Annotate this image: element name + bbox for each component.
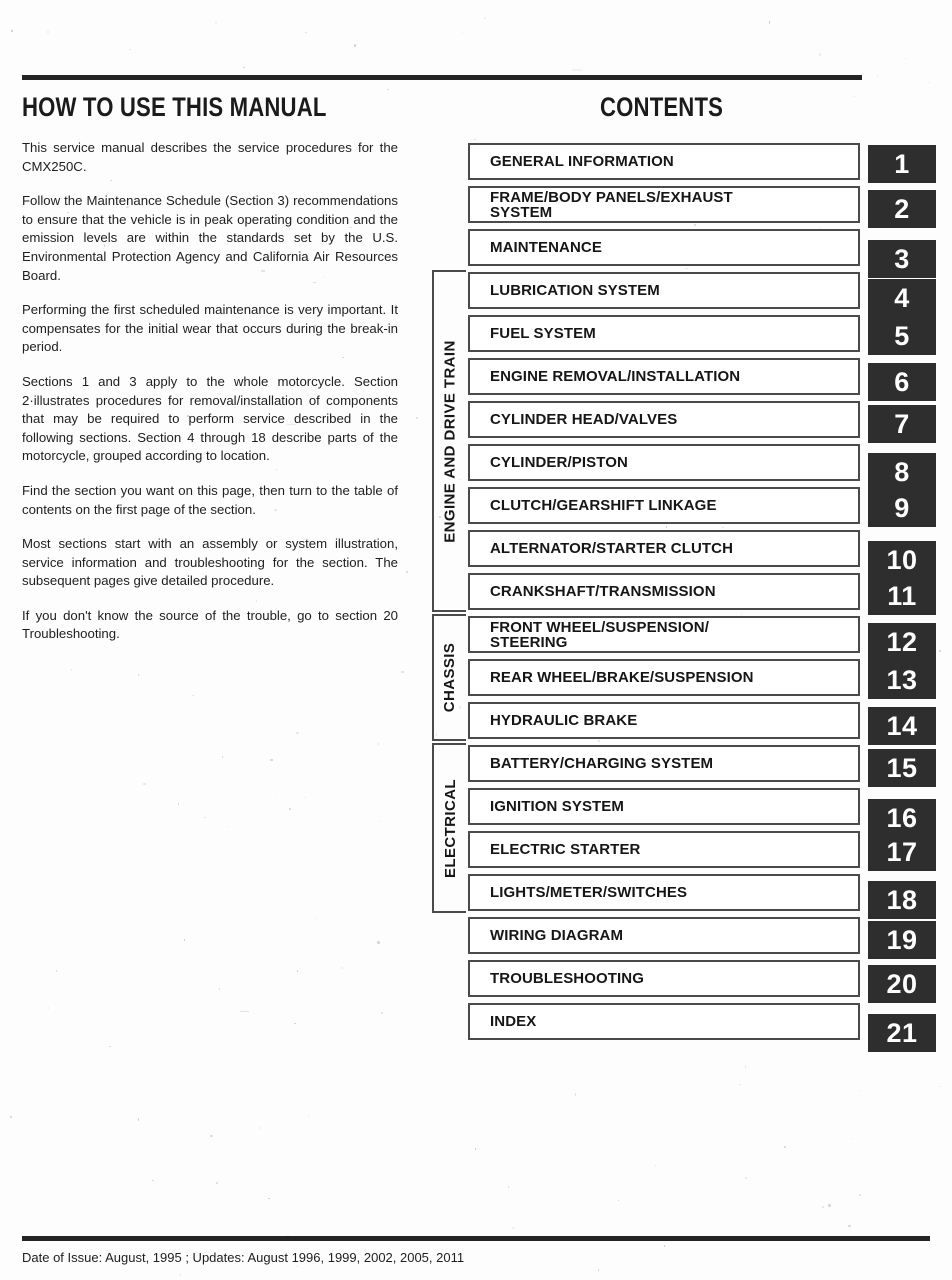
footer-date-of-issue: Date of Issue: August, 1995 ; Updates: August 1996, 1999, 2002, 2005, 2011 xyxy=(22,1250,465,1265)
page-title-contents: CONTENTS xyxy=(600,92,724,122)
contents-row[interactable] xyxy=(432,1003,932,1048)
contents-row-label-box[interactable] xyxy=(468,917,860,954)
contents-group-label: ENGINE AND DRIVE TRAIN xyxy=(441,339,459,543)
contents-row-label: CYLINDER/PISTON xyxy=(490,453,628,471)
contents-group-bracket xyxy=(432,614,466,741)
contents-row[interactable] xyxy=(432,229,932,274)
contents-row-label-box[interactable] xyxy=(468,229,860,266)
contents-row-label xyxy=(490,190,733,220)
contents-row-number-tab[interactable]: 12 xyxy=(868,623,936,661)
contents-row-label: GENERAL INFORMATION xyxy=(490,152,674,170)
contents-row-label-line2: STEERING xyxy=(490,633,568,651)
contents-row-label: CRANKSHAFT/TRANSMISSION xyxy=(490,582,716,600)
contents-row[interactable] xyxy=(432,530,932,575)
contents-row-number-tab[interactable]: 2 xyxy=(868,190,936,228)
contents-row-number-tab[interactable]: 13 xyxy=(868,661,936,699)
contents-row-number-tab[interactable]: 15 xyxy=(868,749,936,787)
contents-row-number-tab[interactable]: 19 xyxy=(868,921,936,959)
contents-row-number-tab[interactable]: 14 xyxy=(868,707,936,745)
contents-table xyxy=(432,143,932,1046)
contents-row-number-tab[interactable]: 7 xyxy=(868,405,936,443)
contents-row[interactable] xyxy=(432,831,932,868)
contents-row-number-tab[interactable]: 21 xyxy=(868,1014,936,1052)
contents-row[interactable] xyxy=(432,659,932,696)
intro-paragraph-2: Follow the Maintenance Schedule (Section 3) recommendations to ensure that the vehicle is in peak operating condition and the emission levels are within the standards set by the U.S. Environmental Protection Agency and California Air Resources Board. xyxy=(22,193,398,283)
contents-row-label-box[interactable] xyxy=(468,788,860,825)
contents-row-label-box[interactable] xyxy=(468,401,860,438)
contents-row[interactable] xyxy=(432,917,932,954)
contents-row-number-tab[interactable]: 20 xyxy=(868,965,936,1003)
contents-row-label: CYLINDER HEAD/VALVES xyxy=(490,410,678,428)
contents-row-number-tab[interactable]: 3 xyxy=(868,240,936,278)
intro-paragraph-4: Sections 1 and 3 apply to the whole motorcycle. Section 2·illustrates procedures for removal/installation of components that may be required to perform service described in the following sections. Section 4 through 18 describe parts of the motorcycle, grouped according to location. xyxy=(22,373,398,464)
header-rule xyxy=(22,75,862,80)
contents-row-label-box[interactable] xyxy=(468,358,860,395)
contents-row-number-tab[interactable]: 10 xyxy=(868,541,936,579)
contents-row-number-tab[interactable]: 1 xyxy=(868,145,936,183)
contents-row[interactable] xyxy=(432,444,932,487)
contents-row-label: TROUBLESHOOTING xyxy=(490,969,644,987)
contents-row-label: BATTERY/CHARGING SYSTEM xyxy=(490,754,714,772)
contents-row[interactable] xyxy=(432,788,932,833)
contents-row-number-tab[interactable]: 11 xyxy=(868,577,936,615)
contents-row-number-tab[interactable]: 4 xyxy=(868,279,936,317)
contents-row-number-tab[interactable]: 18 xyxy=(868,881,936,919)
contents-group-label: ELECTRICAL xyxy=(441,778,459,878)
contents-row-label: REAR WHEEL/BRAKE/SUSPENSION xyxy=(490,668,754,686)
contents-row-label-box[interactable] xyxy=(468,702,860,739)
contents-row-number-tab[interactable]: 8 xyxy=(868,453,936,491)
contents-row[interactable] xyxy=(432,358,932,395)
contents-row[interactable] xyxy=(432,874,932,915)
page-title-how-to-use: HOW TO USE THIS MANUAL xyxy=(22,92,327,122)
contents-row-label-box[interactable] xyxy=(468,745,860,782)
contents-row-label-box[interactable] xyxy=(468,874,860,911)
contents-row-label-box[interactable] xyxy=(468,573,860,610)
contents-row-number-tab[interactable]: 9 xyxy=(868,489,936,527)
intro-paragraph-5: Find the section you want on this page, then turn to the table of contents on the first page of the section. xyxy=(22,482,398,517)
contents-row-label: FUEL SYSTEM xyxy=(490,324,596,342)
contents-row-label-box[interactable] xyxy=(468,315,860,352)
contents-row-number-tab[interactable]: 6 xyxy=(868,363,936,401)
contents-row-label-box[interactable] xyxy=(468,186,860,223)
contents-row[interactable] xyxy=(432,272,932,313)
contents-row-label-box[interactable] xyxy=(468,487,860,524)
contents-row-label: LUBRICATION SYSTEM xyxy=(490,281,660,299)
contents-row-label-box[interactable] xyxy=(468,1003,860,1040)
contents-row[interactable] xyxy=(432,186,932,223)
contents-row-label-box[interactable] xyxy=(468,272,860,309)
contents-row-label xyxy=(490,620,709,650)
contents-row-label-box[interactable] xyxy=(468,616,860,653)
contents-row[interactable] xyxy=(432,315,932,352)
contents-row[interactable] xyxy=(432,702,932,739)
contents-row-label: INDEX xyxy=(490,1012,537,1030)
contents-row-label: HYDRAULIC BRAKE xyxy=(490,711,638,729)
contents-row[interactable] xyxy=(432,960,932,997)
contents-row-label-line1: FRAME/BODY PANELS/EXHAUST xyxy=(490,188,733,206)
contents-row-number-tab[interactable]: 17 xyxy=(868,833,936,871)
contents-row[interactable] xyxy=(432,573,932,610)
contents-group-label: CHASSIS xyxy=(441,642,459,713)
intro-text-column xyxy=(22,139,398,644)
contents-row-label-box[interactable] xyxy=(468,659,860,696)
contents-row[interactable] xyxy=(432,616,932,657)
contents-row-label: ENGINE REMOVAL/INSTALLATION xyxy=(490,367,741,385)
footer-rule xyxy=(22,1236,930,1241)
contents-row-label: CLUTCH/GEARSHIFT LINKAGE xyxy=(490,496,717,514)
contents-row[interactable] xyxy=(432,487,932,524)
contents-row[interactable] xyxy=(432,143,932,180)
contents-row-label: WIRING DIAGRAM xyxy=(490,926,624,944)
contents-row[interactable] xyxy=(432,745,932,782)
contents-row-label-box[interactable] xyxy=(468,960,860,997)
contents-group-bracket xyxy=(432,270,466,612)
contents-row-label: ELECTRIC STARTER xyxy=(490,840,641,858)
contents-row[interactable] xyxy=(432,401,932,438)
contents-row-label-line2: SYSTEM xyxy=(490,203,553,221)
intro-paragraph-7: If you don't know the source of the trouble, go to section 20 Troubleshooting. xyxy=(22,607,398,642)
contents-row-label: IGNITION SYSTEM xyxy=(490,797,625,815)
contents-row-number-tab[interactable]: 16 xyxy=(868,799,936,837)
contents-row-label-box[interactable] xyxy=(468,143,860,180)
contents-row-label-box[interactable] xyxy=(468,831,860,868)
contents-group-bracket xyxy=(432,743,466,913)
contents-row-label: ALTERNATOR/STARTER CLUTCH xyxy=(490,539,734,557)
contents-row-label-box[interactable] xyxy=(468,444,860,481)
contents-row-label-line1: FRONT WHEEL/SUSPENSION/ xyxy=(490,618,709,636)
intro-paragraph-6: Most sections start with an assembly or system illustration, service information and troubleshooting for the section. The subsequent pages give detailed procedure. xyxy=(22,536,398,589)
contents-row-number-tab[interactable]: 5 xyxy=(868,317,936,355)
intro-paragraph-3: Performing the first scheduled maintenance is very important. It compensates for the initial wear that occurs during the break-in period. xyxy=(22,302,398,355)
contents-row-label: MAINTENANCE xyxy=(490,238,602,256)
contents-row-label: LIGHTS/METER/SWITCHES xyxy=(490,883,688,901)
contents-row-label-box[interactable] xyxy=(468,530,860,567)
intro-paragraph-1: This service manual describes the service procedures for the CMX250C. xyxy=(22,140,398,174)
